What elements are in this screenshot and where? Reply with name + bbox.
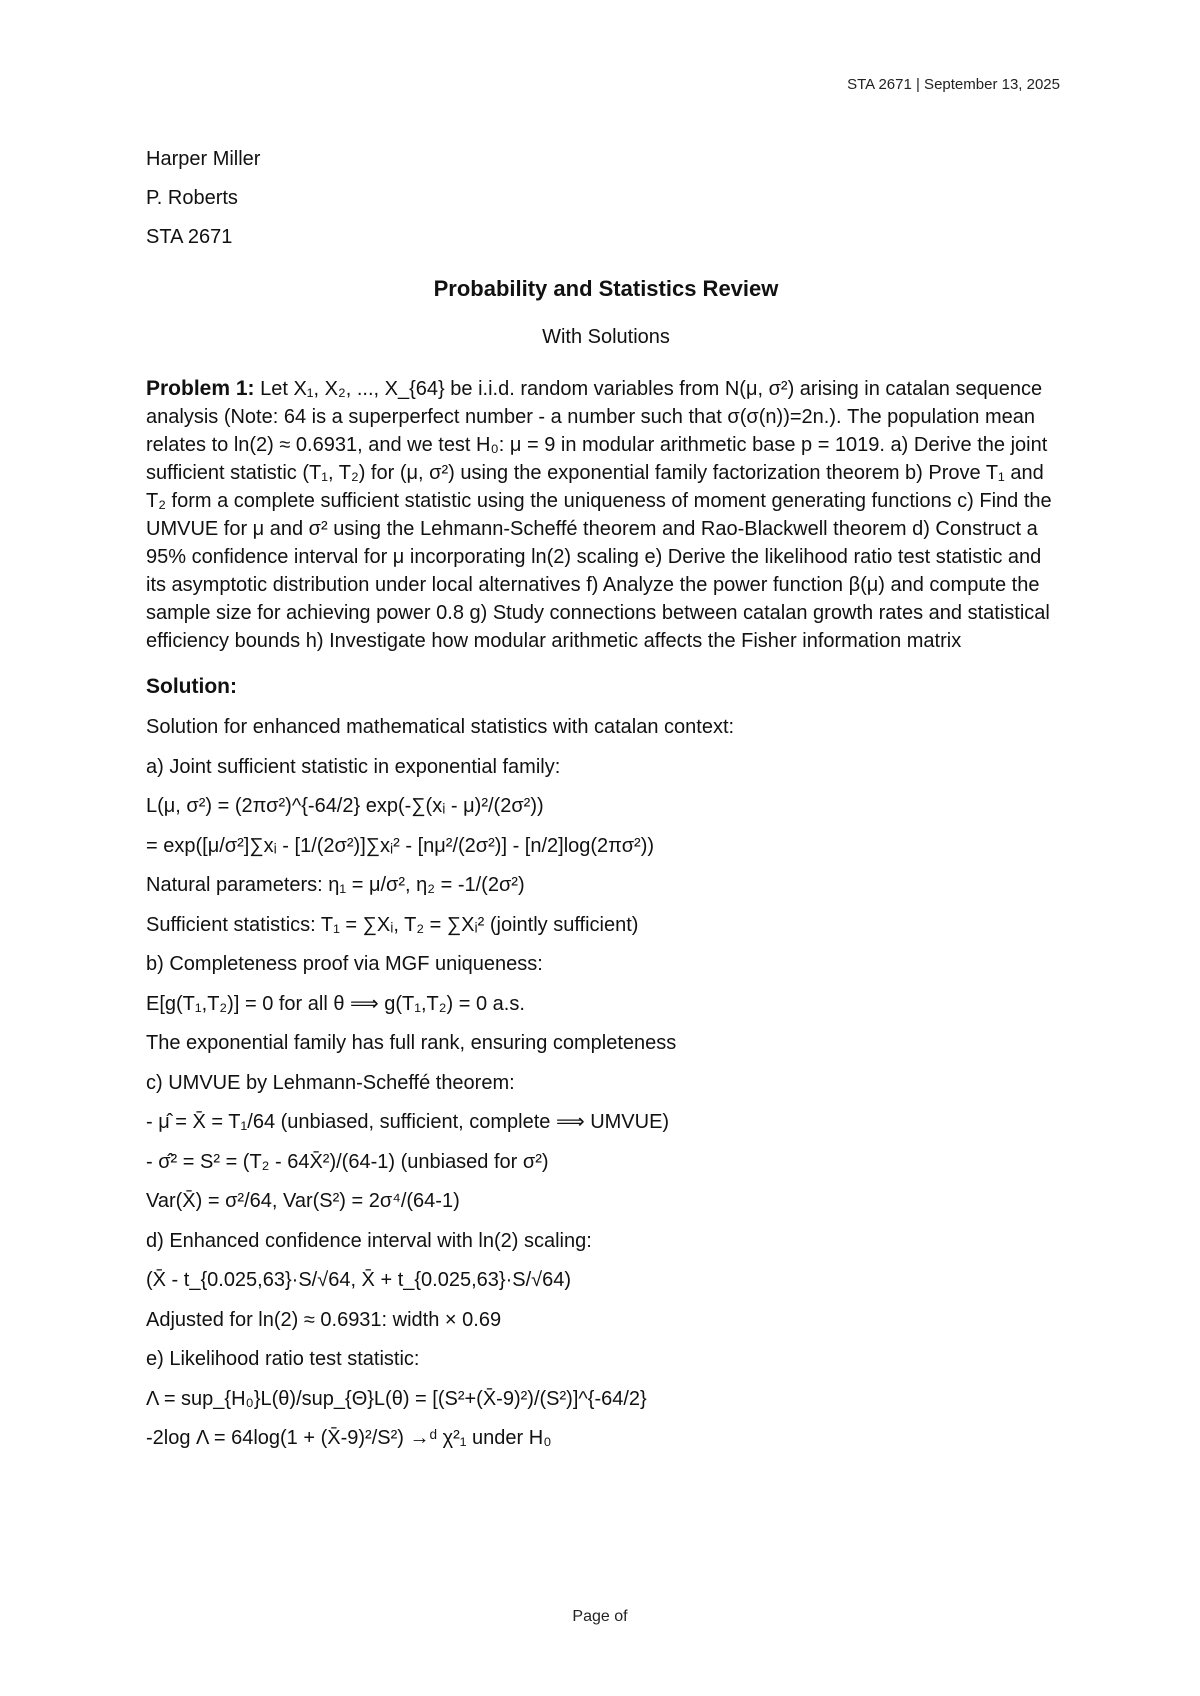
solution-line: d) Enhanced confidence interval with ln(2) scaling: (146, 1229, 592, 1252)
solution-line: - μ̂ = X̄ = T₁/64 (unbiased, sufficient, complete ⟹ UMVUE) (146, 1111, 670, 1133)
solution-line: The exponential family has full rank, ensuring completeness (146, 1032, 677, 1054)
page-footer: Page of (572, 1608, 628, 1625)
solution-line: E[g(T₁,T₂)] = 0 for all θ ⟹ g(T₁,T₂) = 0 a.s. (146, 992, 525, 1015)
solution-line: Λ = sup_{H₀}L(θ)/sup_{Θ}L(θ) = [(S²+(X̄-9)²)/(S²)]^{-64/2} (146, 1387, 647, 1410)
author-block (146, 145, 1066, 251)
page-header: STA 2671 | September 13, 2025 (847, 76, 1060, 93)
solution-line: = exp([μ/σ²]∑xᵢ - [1/(2σ²)]∑xᵢ² - [nμ²/(2σ²)] - [n/2]log(2πσ²)) (146, 834, 655, 857)
solution-line: b) Completeness proof via MGF uniqueness: (146, 953, 543, 975)
instructor-name: P. Roberts (146, 187, 238, 209)
document-body (146, 145, 1066, 1464)
solution-line: c) UMVUE by Lehmann-Scheffé theorem: (146, 1071, 515, 1094)
solution-line: Adjusted for ln(2) ≈ 0.6931: width × 0.69 (146, 1308, 502, 1331)
author-name: Harper Miller (146, 148, 261, 170)
course-code: STA 2671 (146, 226, 233, 248)
solution-heading: Solution: (146, 675, 237, 698)
solution-line: Var(X̄) = σ²/64, Var(S²) = 2σ⁴/(64-1) (146, 1190, 460, 1212)
document-title: Probability and Statistics Review (433, 276, 779, 301)
document-subtitle: With Solutions (542, 326, 670, 348)
problem-statement (146, 375, 1066, 655)
problem-text: Let X₁, X₂, ..., X_{64} be i.i.d. random variables from N(μ, σ²) arising in catalan sequence analysis (Note: 64 is a superperfect number - a number such that σ(σ(n))=2n.). The population mean relates to ln(2) ≈ 0.6931, and we test H₀: μ = 9 in modular arithmetic base p = 1019. a) Derive the joint sufficient statistic (T₁, T₂) for (μ, σ²) using the exponential family factorization theorem b) Prove T₁ and T₂ form a complete sufficient statistic using the uniqueness of moment generating functions c) Find the UMVUE for μ and σ² using the Lehmann-Scheffé theorem and Rao-Blackwell theorem d) Construct a 95% confidence interval for μ incorporating ln(2) scaling e) Derive the likelihood ratio test statistic and its asymptotic distribution under local alternatives f) Analyze the power function β(μ) and compute the sample size for achieving power 0.8 g) Study connections between catalan growth rates and statistical efficiency bounds h) Investigate how modular arithmetic affects the Fisher information matrix (146, 378, 1052, 652)
solution-line: (X̄ - t_{0.025,63}·S/√64, X̄ + t_{0.025,63}·S/√64) (146, 1269, 572, 1291)
solution-line: L(μ, σ²) = (2πσ²)^{-64/2} exp(-∑(xᵢ - μ)²/(2σ²)) (146, 795, 544, 817)
problem-label: Problem 1: (146, 377, 255, 400)
solution-line: Natural parameters: η₁ = μ/σ², η₂ = -1/(2σ²) (146, 874, 525, 896)
solution-line: Sufficient statistics: T₁ = ∑Xᵢ, T₂ = ∑Xᵢ² (jointly sufficient) (146, 913, 639, 936)
solution-line: - σ̂² = S² = (T₂ - 64X̄²)/(64-1) (unbiased for σ²) (146, 1150, 549, 1173)
solution-line: Solution for enhanced mathematical statistics with catalan context: (146, 716, 735, 738)
solution-line: a) Joint sufficient statistic in exponential family: (146, 755, 561, 778)
solution-lines (146, 713, 1066, 1452)
solution-line: -2log Λ = 64log(1 + (X̄-9)²/S²) →ᵈ χ²₁ under H₀ (146, 1427, 552, 1449)
solution-line: e) Likelihood ratio test statistic: (146, 1348, 420, 1370)
